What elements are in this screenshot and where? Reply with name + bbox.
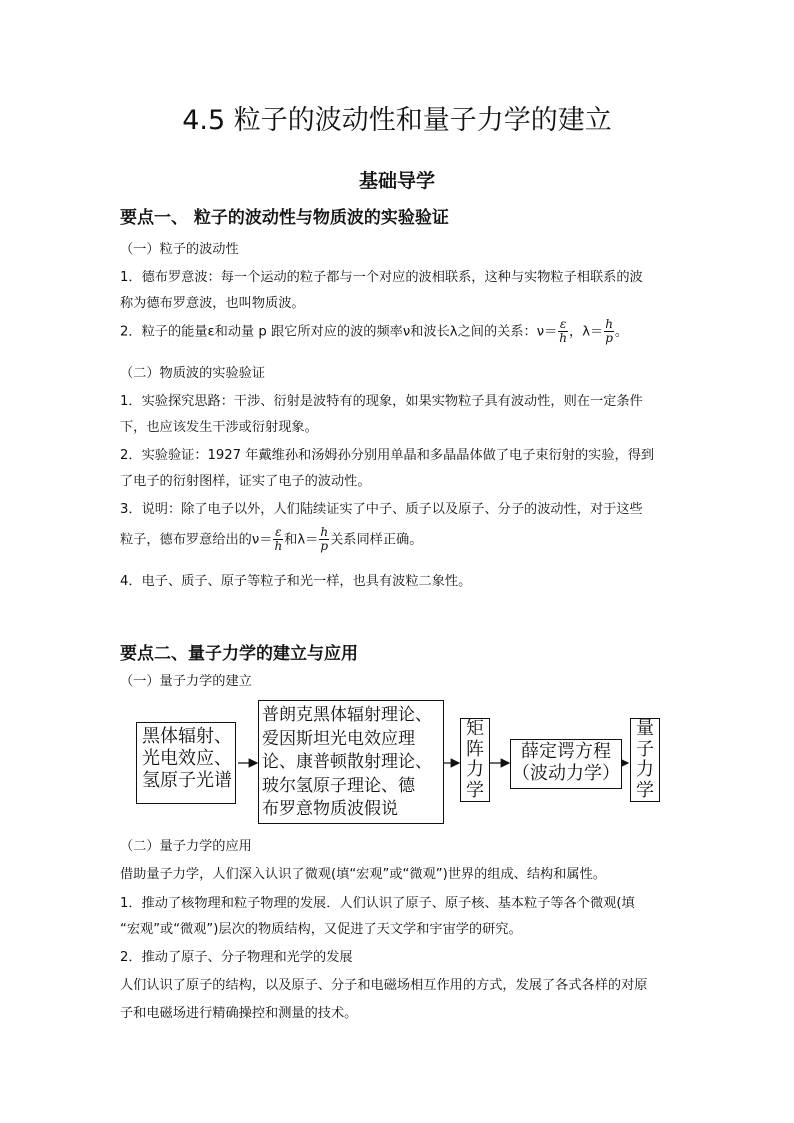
relation-text: 2．粒子的能量ε和动量 p 跟它所对应的波的频率ν和波长λ之间的关系： <box>120 324 537 340</box>
application-intro: 借助量子力学，人们深入认识了微观(填“宏观”或“微观”)世界的组成、结构和属性。 <box>120 867 606 882</box>
heading-point-two: 要点二、量子力学的建立与应用 <box>120 644 358 664</box>
fraction-numerator: ε <box>275 525 282 539</box>
flow-box-matrix-mechanics <box>460 718 490 802</box>
experiment-verify-line-1: 2．实验验证：1927 年戴维孙和汤姆孙分别用单晶和多晶晶体做了电子束衍射的实验，得到 <box>120 448 655 463</box>
application-1-line-2: “宏观”或“微观”)层次的物质结构，又促进了天文学和宇宙学的研究。 <box>120 922 522 937</box>
flow-text: 学 <box>466 779 484 801</box>
flow-text: 氢原子光谱 <box>142 770 232 791</box>
flow-box-schrodinger <box>510 739 622 789</box>
flow-text: 爱因斯坦光电效应理 <box>262 728 415 749</box>
experiment-verify-line-2: 了电子的衍射图样，证实了电子的波动性。 <box>120 474 371 489</box>
flow-box-phenomena <box>136 722 236 804</box>
part-establish-title: （一）量子力学的建立 <box>120 674 252 689</box>
section-subtitle: 基础导学 <box>358 170 435 192</box>
flow-text: 矩 <box>466 718 484 739</box>
application-2-line-1: 人们认识了原子的结构，以及原子、分子和电磁场相互作用的方式，发展了各式各样的对原 <box>120 978 648 993</box>
flow-text: 普朗克黑体辐射理论、 <box>262 705 432 725</box>
flow-text: 薛定谔方程 <box>521 741 611 762</box>
flow-text: 论、康普顿散射理论、 <box>262 752 432 772</box>
fraction-numerator: h <box>320 525 329 539</box>
part-wave-nature-title: （一）粒子的波动性 <box>120 242 239 257</box>
flow-text: 学 <box>636 779 654 801</box>
fraction-numerator: h <box>605 317 613 331</box>
explanation-line-1: 3．说明：除了电子以外，人们陆续证实了中子、质子以及原子、分子的波动性，对于这些 <box>120 502 643 517</box>
formula-separator: ， <box>569 324 583 340</box>
application-2-title: 2．推动了原子、分子物理和光学的发展 <box>120 950 353 965</box>
debroglie-line-2: 称为德布罗意波，也叫物质波。 <box>120 296 305 311</box>
fraction-denominator: p <box>320 539 329 553</box>
fraction-denominator: p <box>605 331 613 345</box>
explanation-text-b: 和λ＝ <box>284 532 319 548</box>
part-experiment-title: （二）物质波的实验验证 <box>120 366 266 381</box>
flow-text: 玻尔氢原子理论、德 <box>262 775 415 796</box>
flow-text: 量 <box>636 718 654 739</box>
flow-text: 光电效应、 <box>142 748 232 769</box>
explanation-text-a: 粒子，德布罗意给出的ν＝ <box>120 532 273 548</box>
explanation-text-c: 关系同样正确。 <box>330 532 423 548</box>
flow-text: 阵 <box>466 738 484 760</box>
fraction-numerator: ε <box>559 317 567 331</box>
fraction-denominator: h <box>274 539 283 553</box>
flow-text: 力 <box>636 759 654 780</box>
flow-text: （波动力学） <box>512 763 620 784</box>
flow-text: 力 <box>466 759 484 780</box>
debroglie-line-1: 1．德布罗意波：每一个运动的粒子都与一个对应的波相联系，这种与实物粒子相联系的波 <box>120 270 643 285</box>
experiment-idea-line-2: 下，也应该发生干涉或衍射现象。 <box>120 420 318 435</box>
flow-text: 布罗意物质波假说 <box>262 799 398 819</box>
fraction-denominator: h <box>559 331 567 345</box>
flow-text: 子 <box>636 738 654 760</box>
wave-particle-duality: 4．电子、质子、原子等粒子和光一样，也具有波粒二象性。 <box>120 574 472 589</box>
heading-point-one: 要点一、 粒子的波动性与物质波的实验验证 <box>120 208 449 228</box>
nu-equals: ν＝ <box>536 324 558 340</box>
application-1-line-1: 1．推动了核物理和粒子物理的发展．人们认识了原子、原子核、基本粒子等各个微观(填 <box>120 896 635 911</box>
flow-text: 黑体辐射、 <box>142 726 232 747</box>
part-application-title: （二）量子力学的应用 <box>120 839 252 854</box>
formula-end: 。 <box>614 324 629 340</box>
flow-box-quantum-mechanics <box>630 718 660 802</box>
flow-box-theories <box>258 700 444 824</box>
application-2-line-2: 子和电磁场进行精确操控和测量的技术。 <box>120 1006 358 1021</box>
page-title: 4.5 粒子的波动性和量子力学的建立 <box>182 105 612 136</box>
experiment-idea-line-1: 1．实验探究思路：干涉、衍射是波特有的现象，如果实物粒子具有波动性，则在一定条件 <box>120 394 643 409</box>
lambda-equals: λ＝ <box>582 324 604 340</box>
